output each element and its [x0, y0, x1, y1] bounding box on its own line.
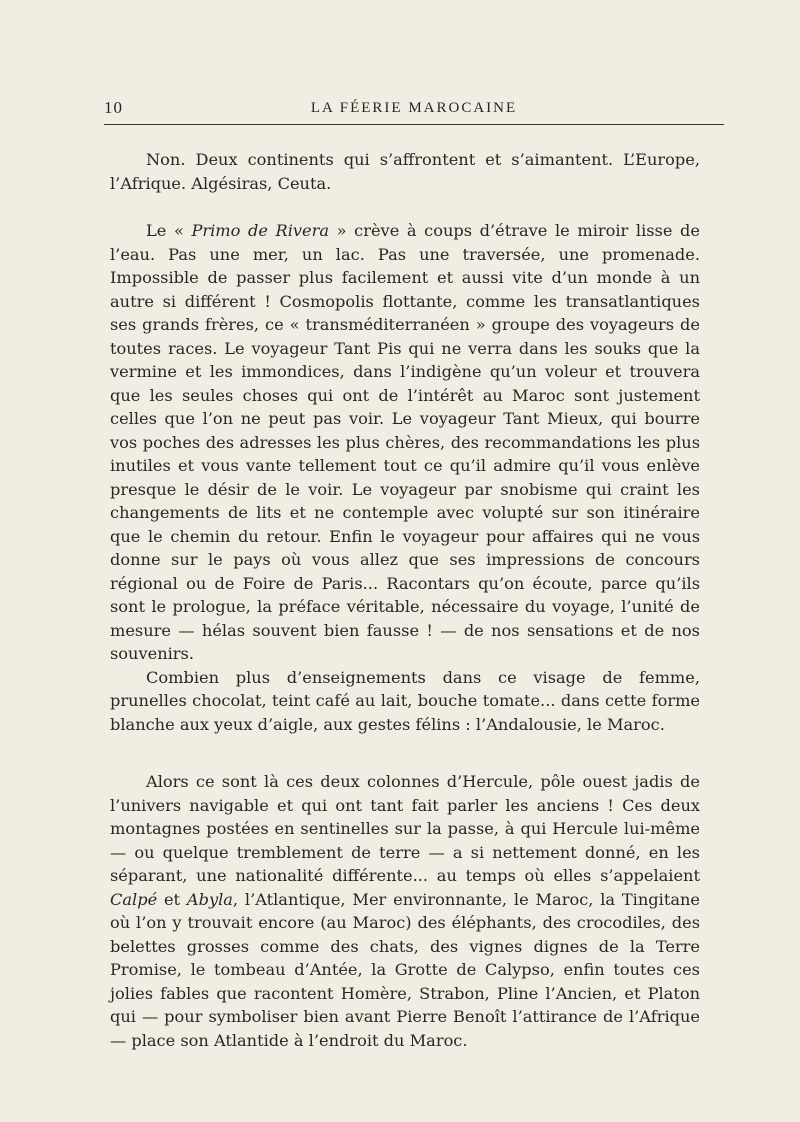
paragraph-3: Combien plus d’enseignements dans ce visage de femme, prunelles chocolat, teint café au lait, bouche tomate... dans cette forme blanche aux yeux d’aigle, aux gestes félins : l’Andalousie, le Maroc.: [110, 667, 700, 734]
p4-et: et: [157, 889, 187, 909]
calpe-name: Calpé: [110, 889, 158, 909]
p2-rest: » crève à coups d’étrave le miroir lisse de l’eau. Pas une mer, un lac. Pas une traversée, une promenade. Impossible de passer plus facilement et aussi vite d’un monde à un autre si différent ! Cosmopolis flottante, comme les transatlantiques ses grands frères, ce « transméditerranéen » groupe des voyageurs de toutes races. Le voyageur Tant Pis qui ne verra dans les souks que la vermine et les immondices, dans l’indigène qu’un voleur et trouvera que les seules choses qui ont de l’intérêt au Maroc sont justement celles que l’on ne peut pas voir. Le voyageur Tant Mieux, qui bourre vos poches des adresses les plus chères, des recommandations les plus inutiles et vous vante tellement tout ce qu’il admire qu’il vous enlève presque le désir de le voir. Le voyageur par snobisme qui craint les changements de lits et ne contemple avec volupté sur son itinéraire que le chemin du retour. Enfin le voyageur pour affaires qui ne vous donne sur le pays où vous allez que ses impressions de concours régional ou de Foire de Paris... Racontars qu’on écoute, parce qu’ils sont le prologue, la préface véritable, nécessaire du voyage, l’unité de mesure — hélas souvent bien fausse ! — de nos sensations et de nos souvenirs.: [110, 221, 700, 663]
running-title: LA FÉERIE MAROCAINE: [310, 100, 518, 116]
p4-lead: Alors ce sont là ces deux colonnes d’Hercule, pôle ouest jadis de l’univers navigable et qui ont tant fait parler les anciens ! Ces deux montagnes postées en sentinelles sur la passe, à qui Hercule lui-même — ou quelque tremblement de terre — a si nettement donné, en les séparant, une nationalité différente... au temps où elles s’appelaient: [110, 772, 700, 885]
abyla-name: Abyla: [186, 889, 233, 909]
paragraph-4: [110, 770, 700, 1052]
page-number: 10: [104, 98, 123, 117]
body-text: [110, 148, 700, 1052]
ship-name: Primo de Rivera: [191, 221, 330, 240]
p4-rest: , l’Atlantique, Mer environnante, le Maroc, la Tingitane où l’on y trouvait encore (au Maroc) des éléphants, des crocodiles, des belettes grosses comme des chats, des vignes dignes de la Terre Promise, le tombeau d’Antée, la Grotte de Calypso, enfin toutes ces jolies fables que racontent Homère, Strabon, Pline l’Ancien, et Platon qui — pour symboliser bien avant Pierre Benoît l’attirance de l’Afrique — place son Atlantide à l’endroit du Maroc.: [110, 889, 700, 1050]
paragraph-2: [110, 219, 700, 666]
page-header: [104, 98, 724, 125]
paragraph-1: Non. Deux continents qui s’affrontent et s’aimantent. L’Europe, l’Afrique. Algésiras, Ceuta.: [110, 150, 700, 193]
p2-lead: Le «: [146, 221, 192, 240]
